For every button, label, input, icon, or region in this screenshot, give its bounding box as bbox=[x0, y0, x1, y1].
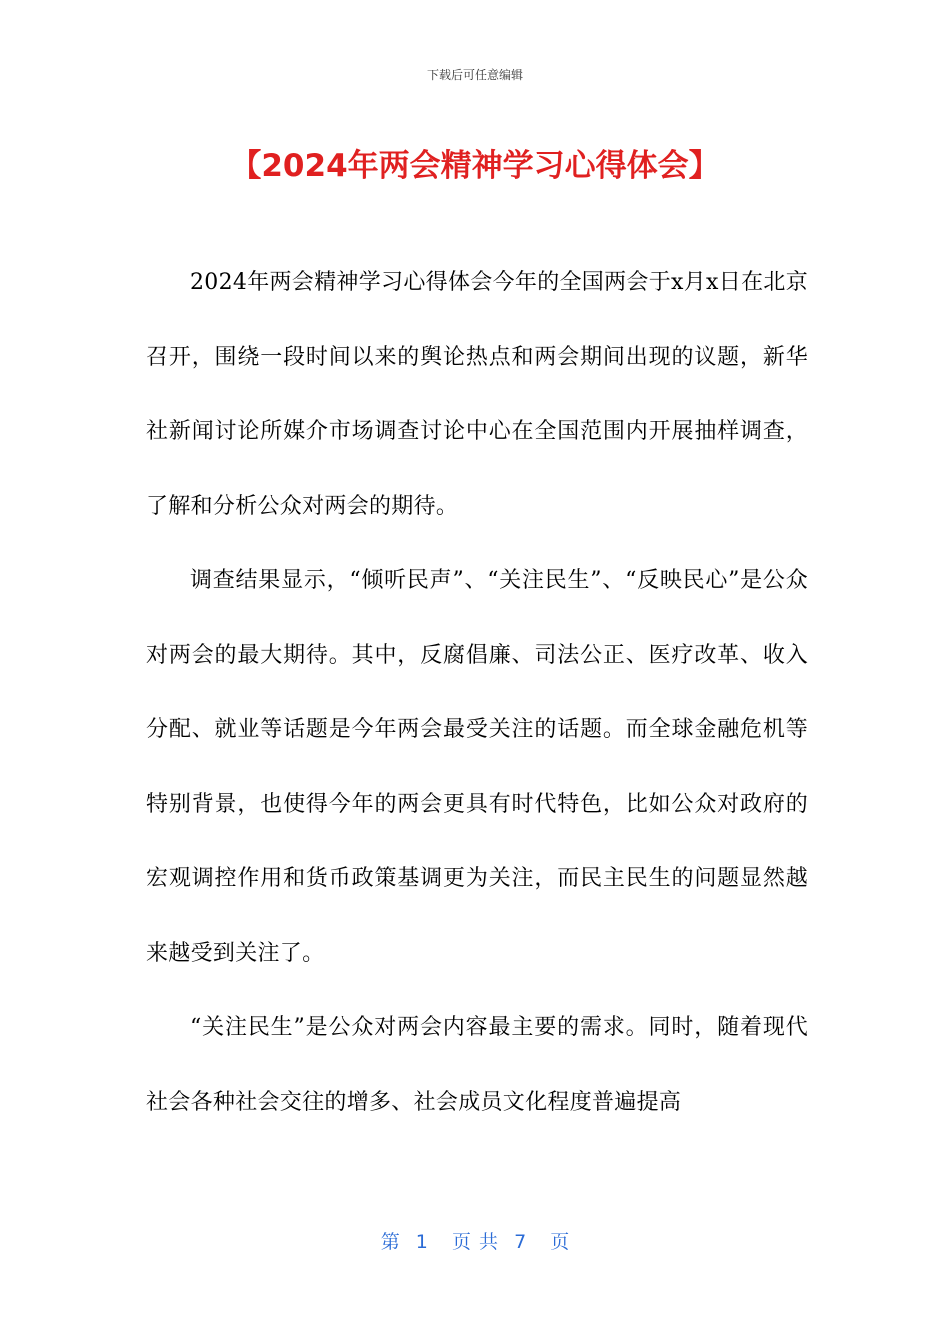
header-note: 下载后可任意编辑 bbox=[426, 68, 523, 82]
paragraph: “关注民生”是公众对两会内容最主要的需求。同时，随着现代社会各种社会交往的增多、社会成员文化程度普遍提高 bbox=[146, 1015, 808, 1115]
paragraph: 调查结果显示，“倾听民声”、“关注民生”、“反映民心”是公众对两会的最大期待。其中，反腐倡廉、司法公正、医疗改革、收入分配、就业等话题是今年两会最受关注的话题。而全球金融危机等特别背景，也使得今年的两会更具有时代特色，比如公众对政府的宏观调控作用和货币政策基调更为关注，而民主民生的问题显然越来越受到关注了。 bbox=[146, 568, 808, 966]
document-title: 【2024年两会精神学习心得体会】 bbox=[230, 148, 720, 184]
page-indicator: 第 1 页 共 7 页 bbox=[380, 1231, 570, 1253]
document-body bbox=[146, 246, 808, 1140]
paragraph: 2024年两会精神学习心得体会今年的全国两会于x月x日在北京召开，围绕一段时间以来的舆论热点和两会期间出现的议题，新华社新闻讨论所媒介市场调查讨论中心在全国范围内开展抽样调查，了解和分析公众对两会的期待。 bbox=[146, 270, 808, 519]
